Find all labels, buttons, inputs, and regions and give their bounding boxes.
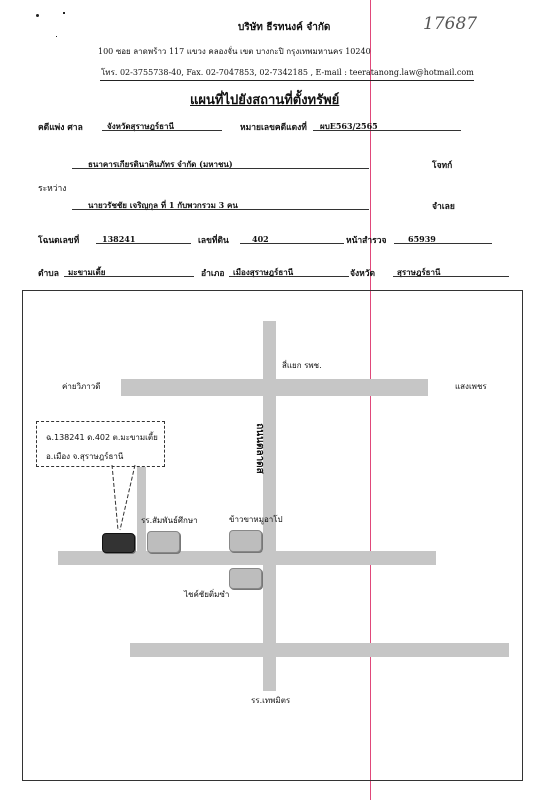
amphoe-label: อำเภอ [201, 269, 225, 279]
note-line-2: อ.เมือง จ.สุราษฎร์ธานี [46, 452, 124, 461]
label-intersection: สี่แยก รพช. [282, 361, 322, 370]
company-name: บริษัท ธีรทนงค์ จำกัด [238, 22, 331, 33]
note-line-1: ฉ.138241 ด.402 ต.มะขามเตี้ย [46, 433, 158, 442]
company-address: 100 ซอย ลาดพร้าว 117 แขวง คลองจั่น เขต บางกะปิ กรุงเทพมหานคร 10240 [98, 47, 371, 56]
label-school: รร.สัมพันธ์ศึกษา [141, 516, 198, 525]
deed-value: 138241 [102, 234, 136, 244]
shop-building [229, 568, 262, 589]
plaintiff-value: ธนาคารเกียรตินาคินภัทร จำกัด (มหาชน) [88, 159, 233, 169]
amphoe-value: เมืองสุราษฎร์ธานี [233, 267, 294, 277]
tambon-value: มะขามเตี้ย [68, 267, 106, 277]
deed-label: โฉนดเลขที่ [38, 236, 80, 246]
restaurant-building [229, 530, 262, 552]
handwritten-number: 17687 [423, 14, 478, 34]
tambon-label: ตำบล [38, 269, 59, 279]
survey-label: หน้าสำรวจ [346, 236, 387, 246]
defendant-label: จำเลย [432, 202, 455, 212]
redcase-value: ผบE563/2565 [320, 121, 378, 131]
province-value: สุราษฎร์ธานี [397, 267, 441, 277]
school-building [147, 531, 180, 553]
land-label: เลขที่ดิน [198, 236, 229, 246]
province-label: จังหวัด [350, 269, 376, 279]
page-title: แผนที่ไปยังสถานที่ตั้งทรัพย์ [190, 93, 340, 108]
court-value: จังหวัดสุราษฎร์ธานี [107, 121, 175, 131]
property-marker [102, 533, 135, 553]
court-label: คดีแพ่ง ศาล [38, 123, 83, 133]
redcase-label: หมายเลขคดีแดงที่ [240, 123, 307, 133]
defendant-value: นายวรัชชัย เจริญกุล ที่ 1 กับพวกรวม 3 คน [88, 200, 238, 210]
label-shop: ไชค์ชัยติ่มซำ [184, 590, 230, 599]
label-restaurant: ข้าวขาหมูอาโป [229, 515, 283, 524]
between-label: ระหว่าง [38, 184, 67, 194]
plaintiff-label: โจทก์ [432, 161, 453, 171]
label-main-road: ถนนตลาดส [253, 423, 265, 474]
land-value: 402 [252, 234, 269, 244]
label-camp: ค่ายวิภาวดี [62, 382, 101, 391]
label-saengphet: แสงเพชร [455, 382, 487, 391]
label-bottom-school: รร.เทพมิตร [251, 696, 291, 705]
company-contact: โทร. 02-3755738-40, Fax. 02-7047853, 02-7342185 , E-mail : teeratanong.law@hotmail.com [101, 68, 474, 77]
survey-value: 65939 [408, 234, 436, 244]
